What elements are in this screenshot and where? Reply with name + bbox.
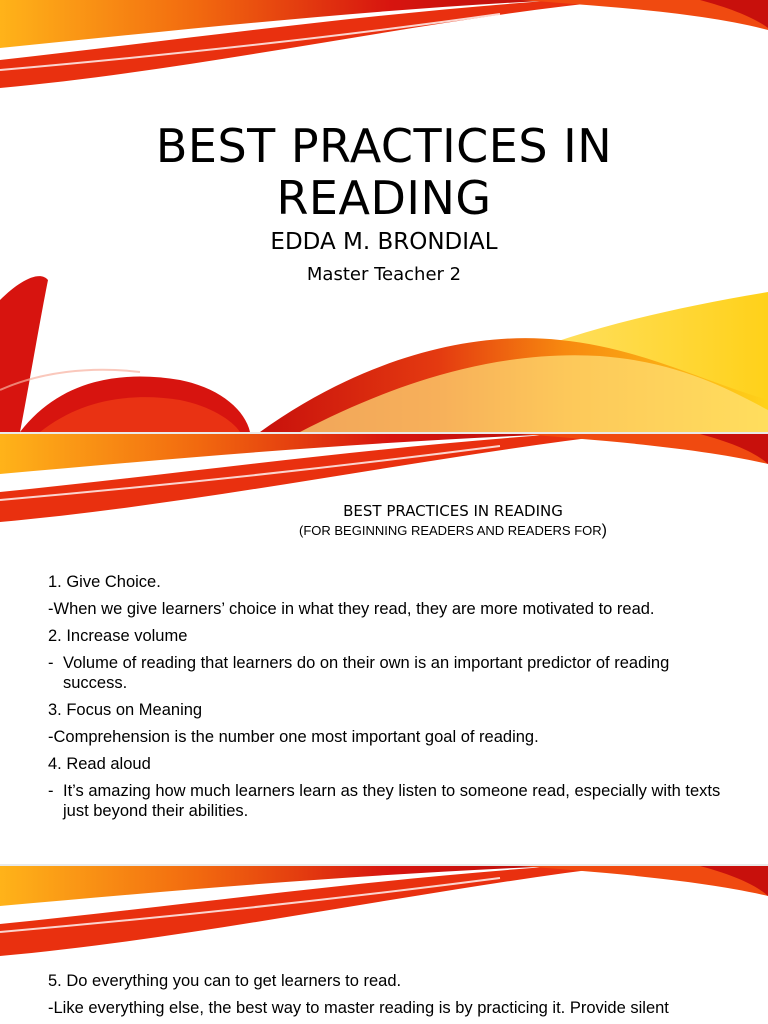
list-item bbox=[48, 782, 728, 821]
swoosh-decoration bbox=[0, 866, 768, 966]
slide-title: BEST PRACTICES IN READING bbox=[155, 119, 613, 225]
list-item: -Like everything else, the best way to master reading is by practicing it. Provide silent bbox=[48, 999, 669, 1017]
list-item: 5. Do everything you can to get learners to read. bbox=[48, 972, 402, 990]
list-item-text: Volume of reading that learners do on their own is an important predictor of reading success. bbox=[63, 654, 670, 692]
author-role: Master Teacher 2 bbox=[306, 264, 462, 285]
list-item: 1. Give Choice. bbox=[48, 573, 161, 591]
subheading-close-paren: ) bbox=[601, 522, 607, 539]
list-item: 4. Read aloud bbox=[48, 755, 151, 773]
title-slide bbox=[0, 0, 768, 432]
content-slide bbox=[0, 434, 768, 864]
list-item: 2. Increase volume bbox=[48, 627, 188, 645]
subheading-text: (FOR BEGINNING READERS AND READERS FOR bbox=[299, 523, 602, 538]
list-item: -Comprehension is the number one most important goal of reading. bbox=[48, 728, 539, 746]
author-name: EDDA M. BRONDIAL bbox=[270, 229, 498, 255]
list-item: 3. Focus on Meaning bbox=[48, 701, 203, 719]
dash-bullet: - bbox=[48, 654, 54, 672]
content-slide bbox=[0, 866, 768, 1024]
dash-bullet: - bbox=[48, 782, 54, 800]
list-item-text: It’s amazing how much learners learn as they listen to someone read, especially with texts just beyond their abilities. bbox=[63, 782, 721, 820]
section-heading: BEST PRACTICES IN READING bbox=[343, 502, 563, 520]
list-item: -When we give learners’ choice in what they read, they are more motivated to read. bbox=[48, 600, 655, 618]
list-item bbox=[48, 654, 728, 693]
section-subheading bbox=[0, 522, 768, 540]
